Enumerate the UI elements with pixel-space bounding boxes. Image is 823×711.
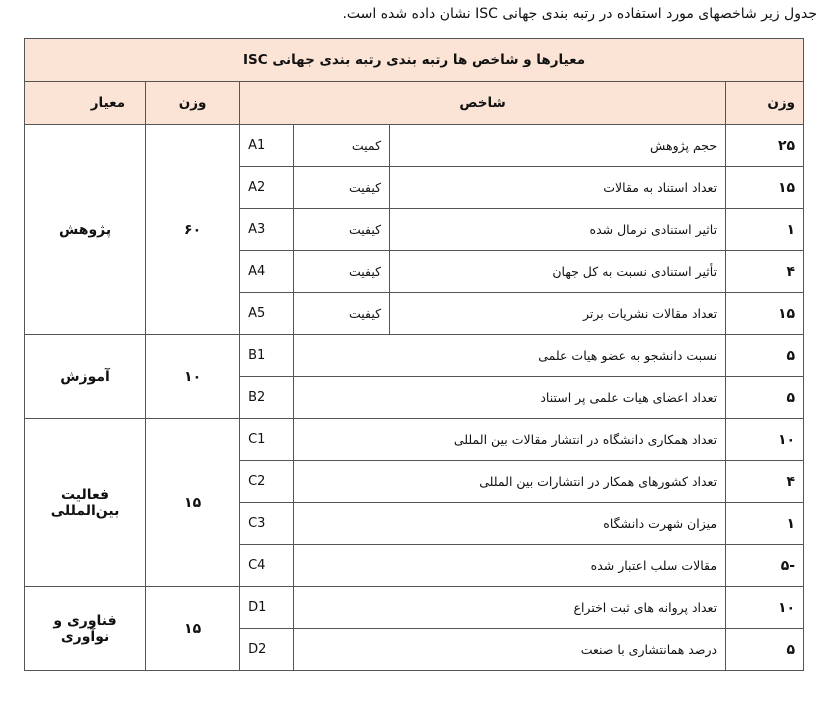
criteria-name: آموزش bbox=[25, 335, 146, 419]
table-row bbox=[25, 587, 804, 629]
criteria-name: فناوری و نوآوری bbox=[25, 587, 146, 671]
indicator-weight: ۲۵ bbox=[726, 125, 804, 167]
header-weight: وزن bbox=[726, 82, 804, 125]
indicator-code: A2 bbox=[240, 167, 294, 209]
indicator-name: تعداد مقالات نشریات برتر bbox=[390, 293, 726, 335]
indicator-name: تعداد پروانه های ثبت اختراع bbox=[294, 587, 726, 629]
indicator-weight: ۱۵ bbox=[726, 167, 804, 209]
criteria-name: پژوهش bbox=[25, 125, 146, 335]
indicator-weight: ۵ bbox=[726, 335, 804, 377]
indicator-code: C4 bbox=[240, 545, 294, 587]
indicator-weight: ۴ bbox=[726, 461, 804, 503]
table-header-row bbox=[25, 82, 804, 125]
indicator-code: A3 bbox=[240, 209, 294, 251]
indicator-name: مقالات سلب اعتبار شده bbox=[294, 545, 726, 587]
indicator-weight: ۱ bbox=[726, 209, 804, 251]
header-indicator: شاخص bbox=[240, 82, 726, 125]
criteria-weight: ۱۰ bbox=[146, 335, 240, 419]
criteria-weight: ۶۰ bbox=[146, 125, 240, 335]
criteria-name: فعالیت بین‌المللی bbox=[25, 419, 146, 587]
indicator-code: D1 bbox=[240, 587, 294, 629]
isc-criteria-table bbox=[24, 38, 804, 671]
indicator-code: C1 bbox=[240, 419, 294, 461]
table-row bbox=[25, 335, 804, 377]
table-caption: جدول زیر شاخصهای مورد استفاده در رتبه بندی جهانی ISC نشان داده شده است. bbox=[342, 6, 817, 22]
indicator-weight: ۵ bbox=[726, 377, 804, 419]
indicator-name: تعداد کشورهای همکار در انتشارات بین المللی bbox=[294, 461, 726, 503]
indicator-name: تأثیر استنادی نسبت به کل جهان bbox=[390, 251, 726, 293]
criteria-weight: ۱۵ bbox=[146, 587, 240, 671]
indicator-type: کمیت bbox=[294, 125, 390, 167]
indicator-weight: ۴ bbox=[726, 251, 804, 293]
indicator-type: کیفیت bbox=[294, 293, 390, 335]
indicator-name: تعداد اعضای هیات علمی پر استناد bbox=[294, 377, 726, 419]
indicator-weight: ۱۰ bbox=[726, 419, 804, 461]
indicator-code: C3 bbox=[240, 503, 294, 545]
indicator-weight: ۵ bbox=[726, 629, 804, 671]
indicator-name: میزان شهرت دانشگاه bbox=[294, 503, 726, 545]
indicator-weight: -۵ bbox=[726, 545, 804, 587]
indicator-code: D2 bbox=[240, 629, 294, 671]
indicator-code: B1 bbox=[240, 335, 294, 377]
indicator-code: A5 bbox=[240, 293, 294, 335]
indicator-weight: ۱۰ bbox=[726, 587, 804, 629]
header-criteria-weight: وزن bbox=[146, 82, 240, 125]
indicator-weight: ۱ bbox=[726, 503, 804, 545]
table-row bbox=[25, 419, 804, 461]
indicator-name: درصد همانتشاری با صنعت bbox=[294, 629, 726, 671]
indicator-type: کیفیت bbox=[294, 251, 390, 293]
indicator-code: A1 bbox=[240, 125, 294, 167]
indicator-code: C2 bbox=[240, 461, 294, 503]
table-title: معیارها و شاخص ها رتبه بندی رتبه بندی جهانی ISC bbox=[25, 39, 804, 82]
indicator-name: تعداد استناد به مقالات bbox=[390, 167, 726, 209]
header-criteria: معیار bbox=[25, 82, 146, 125]
indicator-code: B2 bbox=[240, 377, 294, 419]
indicator-type: کیفیت bbox=[294, 209, 390, 251]
indicator-name: تعداد همکاری دانشگاه در انتشار مقالات بین المللی bbox=[294, 419, 726, 461]
indicator-code: A4 bbox=[240, 251, 294, 293]
indicator-type: کیفیت bbox=[294, 167, 390, 209]
indicator-weight: ۱۵ bbox=[726, 293, 804, 335]
table-row bbox=[25, 125, 804, 167]
table-title-row bbox=[25, 39, 804, 82]
indicator-name: تاثیر استنادی نرمال شده bbox=[390, 209, 726, 251]
criteria-weight: ۱۵ bbox=[146, 419, 240, 587]
indicator-name: حجم پژوهش bbox=[390, 125, 726, 167]
indicator-name: نسبت دانشجو به عضو هیات علمی bbox=[294, 335, 726, 377]
